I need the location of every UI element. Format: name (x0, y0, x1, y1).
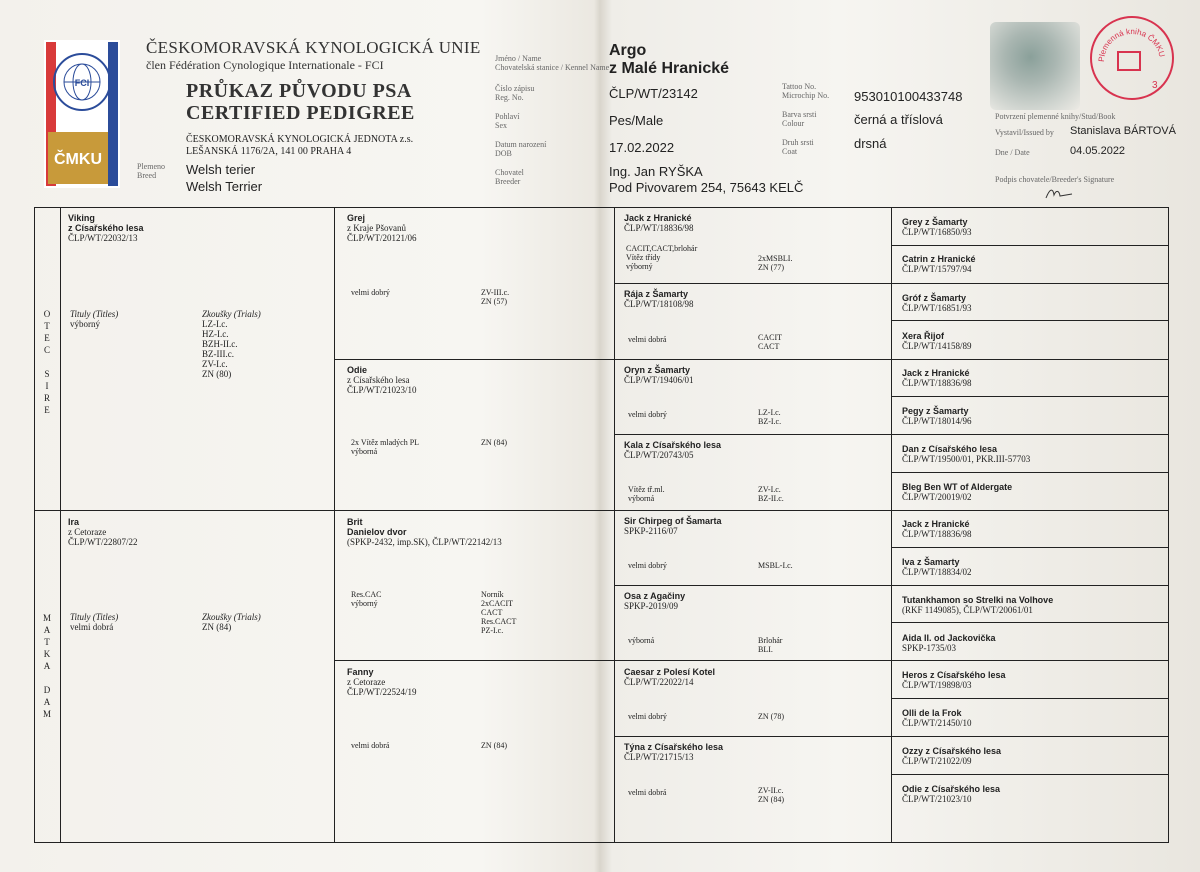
dog-name: Argo (609, 42, 647, 59)
gen3-2-titles: velmi dobrá (628, 335, 667, 344)
dog-sex: Pes/Male (609, 113, 664, 128)
breed-value-cz: Welsh terier (186, 162, 256, 177)
gen3-8: Týna z Císařského lesa ČLP/WT/21715/13 (624, 742, 724, 762)
breeder-name: Ing. Jan RYŠKA (609, 164, 703, 179)
microchip-label: Microchip No. (782, 91, 830, 100)
gen2-dam-sire-titles: Res.CAC výborný (351, 590, 382, 608)
gen1-dam: Ira z Cetoraze ČLP/WT/22807/22 (68, 517, 138, 547)
breeder-address: Pod Pivovarem 254, 75643 KELČ (609, 180, 804, 195)
gen3-4: Kala z Císařského lesa ČLP/WT/20743/05 (624, 440, 722, 460)
coat-label-cz: Druh srsti (782, 138, 814, 147)
gen4-8: Bleg Ben WT of Aldergate ČLP/WT/20019/02 (902, 482, 1013, 502)
gen4-16: Odie z Císařského lesa ČLP/WT/21023/10 (902, 784, 1001, 804)
sex-label-en: Sex (495, 121, 507, 130)
colour-label-en: Colour (782, 119, 805, 128)
stamp-text: Plemenná kniha ČMKU (1096, 26, 1167, 63)
gen1-dam-titles: Tituly (Titles) velmi dobrá (70, 612, 119, 632)
gen3-8-titles: velmi dobrá (628, 788, 667, 797)
breeder-signature (1044, 186, 1074, 200)
breed-label-cz: Plemeno (137, 162, 165, 171)
gen4-10: Iva z Šamarty ČLP/WT/18834/02 (902, 557, 972, 577)
gen2-dam-sire: Brit Danielov dvor (SPKP-2432, imp.SK), ČLP/WT/22142/13 (347, 517, 502, 547)
gen1-sire-trials: Zkoušky (Trials) LZ-I.c. HZ-I.c. BZH-II.c. BZ-III.c. ZV-I.c. ZN (80) (202, 309, 261, 379)
club-address: LEŠANSKÁ 1176/2A, 141 00 PRAHA 4 (186, 146, 352, 157)
gen1-dam-trials: Zkoušky (Trials) ZN (84) (202, 612, 261, 632)
gen4-11: Tutankhamon so Strelki na Volhove (RKF 1149085), ČLP/WT/20061/01 (902, 595, 1054, 615)
gen2-dam-sire-trials: Norník 2xCACIT CACT Res.CACT PZ-I.c. (481, 590, 517, 635)
gen2-sire-sire-titles: velmi dobrý (351, 288, 390, 297)
gen2-sire-dam: Odie z Císařského lesa ČLP/WT/21023/10 (347, 365, 417, 395)
gen3-7: Caesar z Polesí Kotel ČLP/WT/22022/14 (624, 667, 716, 687)
hologram-stamp (990, 22, 1080, 110)
gen4-13: Heros z Císařského lesa ČLP/WT/19898/03 (902, 670, 1006, 690)
gen3-3: Oryn z Šamarty ČLP/WT/19406/01 (624, 365, 694, 385)
coat-label-en: Coat (782, 147, 798, 156)
gen2-dam-dam: Fanny z Cetoraze ČLP/WT/22524/19 (347, 667, 417, 697)
title-cz: PRŮKAZ PŮVODU PSA (186, 80, 412, 102)
breed-label-en: Breed (137, 171, 157, 180)
breeder-signature-label: Podpis chovatele/Breeder's Signature (995, 175, 1115, 184)
gen2-sire-sire: Grej z Kraje Pšovanů ČLP/WT/20121/06 (347, 213, 417, 243)
gen4-14: Olli de la Frok ČLP/WT/21450/10 (902, 708, 972, 728)
dog-dob: 17.02.2022 (609, 140, 675, 155)
studbook-confirm-label: Potvrzení plemenné knihy/Stud/Book (995, 112, 1116, 121)
gen3-1-titles: CACIT,CACT,brlohár Vítěz třídy výborný (626, 244, 698, 271)
gen3-3-titles: velmi dobrý (628, 410, 667, 419)
gen3-6-trials: Brlohár BLI. (758, 636, 783, 654)
coat-value: drsná (854, 136, 887, 151)
gen4-4: Xera Řijof ČLP/WT/14158/89 (902, 331, 972, 351)
colour-label-cz: Barva srsti (782, 110, 817, 119)
dog-kennel: z Malé Hranické (609, 60, 730, 77)
gen4-9: Jack z Hranické ČLP/WT/18836/98 (902, 519, 972, 539)
issued-by-value: Stanislava BÁRTOVÁ (1070, 125, 1176, 137)
gen3-5-trials: MSBL-I.c. (758, 561, 793, 570)
microchip-value: 953010100433748 (854, 89, 963, 104)
reg-label-en: Reg. No. (495, 93, 524, 102)
gen1-sire: Viking z Císařského lesa ČLP/WT/22032/13 (68, 213, 144, 243)
gen4-5: Jack z Hranické ČLP/WT/18836/98 (902, 368, 972, 388)
gen3-8-trials: ZV-II.c. ZN (84) (758, 786, 784, 804)
gen3-5-titles: velmi dobrý (628, 561, 667, 570)
svg-text:Plemenná kniha ČMKU (1097, 27, 1167, 62)
issue-date-value: 04.05.2022 (1070, 145, 1126, 157)
tattoo-label: Tattoo No. (782, 82, 817, 91)
sex-label-cz: Pohlaví (495, 112, 520, 121)
gen2-sire-sire-trials: ZV-III.c. ZN (57) (481, 288, 510, 306)
gen4-12: Aida II. od Jackovička SPKP-1735/03 (902, 633, 996, 653)
name-label: Jméno / Name (495, 54, 542, 63)
org-membership: člen Fédération Cynologique Internationale - FCI (146, 58, 384, 72)
dob-label-cz: Datum narození (495, 140, 547, 149)
gen3-2-trials: CACIT CACT (758, 333, 782, 351)
gen3-6-titles: výborná (628, 636, 655, 645)
gen4-15: Ozzy z Císařského lesa ČLP/WT/21022/09 (902, 746, 1002, 766)
gen3-4-trials: ZV-I.c. BZ-II.c. (758, 485, 784, 503)
gen3-7-titles: velmi dobrý (628, 712, 667, 721)
gen3-5: Sir Chirpeg of Šamarta SPKP-2116/07 (624, 516, 722, 536)
dog-reg-no: ČLP/WT/23142 (609, 86, 698, 101)
gen4-2: Catrin z Hranické ČLP/WT/15797/94 (902, 254, 976, 274)
stud-book-stamp (1090, 16, 1174, 100)
colour-value: černá a tříslová (854, 112, 943, 127)
gen2-sire-dam-titles: 2x Vítěz mladých PL výborná (351, 438, 420, 456)
breeder-label-en: Breeder (495, 177, 521, 186)
breeder-label-cz: Chovatel (495, 168, 524, 177)
gen3-4-titles: Vítěz tř.ml. výborná (628, 485, 665, 503)
club-name: ČESKOMORAVSKÁ KYNOLOGICKÁ JEDNOTA z.s. (186, 134, 414, 145)
breed-value-en: Welsh Terrier (186, 179, 263, 194)
title-en: CERTIFIED PEDIGREE (186, 102, 415, 124)
issue-date-label: Dne / Date (995, 148, 1030, 157)
gen3-7-trials: ZN (78) (758, 712, 784, 721)
gen4-6: Pegy z Šamarty ČLP/WT/18014/96 (902, 406, 972, 426)
gen2-dam-dam-trials: ZN (84) (481, 741, 507, 750)
stamp-number: 3 (1152, 80, 1158, 91)
gen3-1: Jack z Hranické ČLP/WT/18836/98 (624, 213, 694, 233)
dam-side-label: M A T K A D A M (42, 613, 51, 719)
issued-by-label: Vystavil/Issued by (995, 128, 1054, 137)
logo-fci-text: FCI (74, 78, 90, 88)
logo-cmku-text: ČMKU (54, 151, 102, 168)
gen2-sire-dam-trials: ZN (84) (481, 438, 507, 447)
dob-label-en: DOB (495, 149, 512, 158)
fci-cmku-logo (44, 40, 120, 188)
gen2-dam-dam-titles: velmi dobrá (351, 741, 390, 750)
gen3-3-trials: LZ-I.c. BZ-I.c. (758, 408, 782, 426)
org-name: ČESKOMORAVSKÁ KYNOLOGICKÁ UNIE (146, 38, 481, 57)
kennel-label: Chovatelská stanice / Kennel Name (495, 63, 610, 72)
reg-label-cz: Číslo zápisu (495, 84, 535, 93)
gen3-6: Osa z Agačiny SPKP-2019/09 (624, 591, 686, 611)
gen4-1: Grey z Šamarty ČLP/WT/16850/93 (902, 217, 972, 237)
gen3-1-trials: 2xMSBLI. ZN (77) (758, 254, 793, 272)
gen4-7: Dan z Císařského lesa ČLP/WT/19500/01, PKR.III-57703 (902, 444, 1031, 464)
gen4-3: Gróf z Šamarty ČLP/WT/16851/93 (902, 293, 972, 313)
sire-side-label: O T E C S I R E (43, 309, 51, 415)
gen1-sire-titles: Tituly (Titles) výborný (70, 309, 119, 329)
gen3-2: Rája z Šamarty ČLP/WT/18108/98 (624, 289, 694, 309)
